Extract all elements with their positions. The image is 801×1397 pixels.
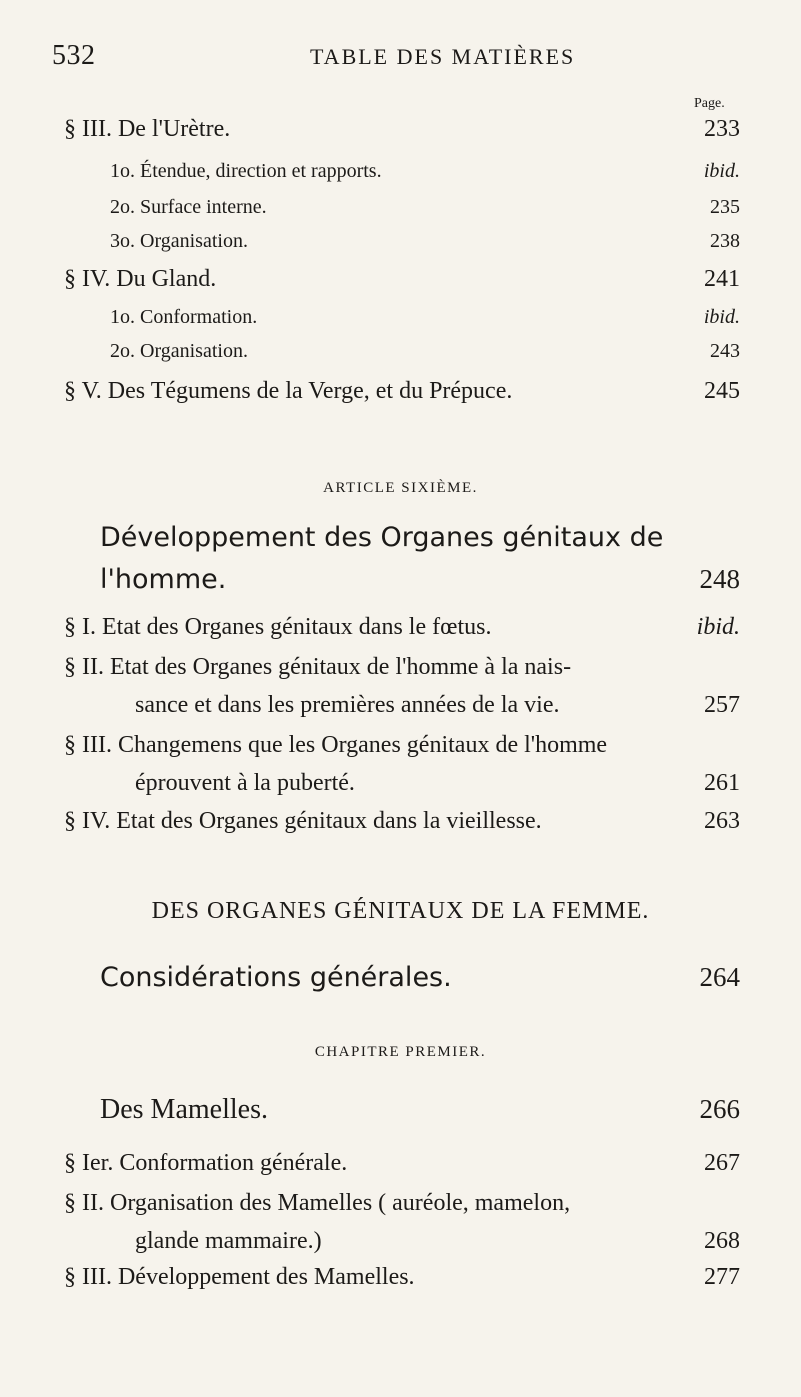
section-heading: Développement des Organes génitaux de [100, 522, 664, 553]
toc-entry [0, 306, 801, 340]
toc-label: 2o. Surface interne. [110, 196, 267, 218]
toc-entry [0, 1228, 801, 1262]
toc-entry [0, 1150, 801, 1184]
toc-page: ibid. [703, 306, 740, 328]
toc-page: 245 [704, 378, 740, 404]
toc-entry [0, 116, 801, 150]
toc-entry [0, 1190, 801, 1224]
toc-entry [0, 692, 801, 726]
toc-label: § III. De l'Urètre. [64, 116, 231, 142]
toc-entry [0, 962, 801, 996]
running-title: TABLE DES MATIÈRES [310, 44, 576, 69]
toc-page: 264 [699, 962, 740, 992]
toc-entry [0, 378, 801, 412]
toc-entry [0, 654, 801, 688]
toc-page: 268 [704, 1228, 740, 1254]
toc-entry [0, 1094, 801, 1128]
toc-label: sance et dans les premières années de la vie. [135, 692, 560, 718]
toc-label: 2o. Organisation. [110, 340, 248, 362]
toc-entry [0, 160, 801, 194]
toc-label: § II. Organisation des Mamelles ( auréole, mamelon, [64, 1190, 571, 1216]
toc-label: 1o. Conformation. [110, 306, 258, 328]
toc-page: ibid. [696, 614, 740, 640]
part-title: DES ORGANES GÉNITAUX DE LA FEMME. [151, 898, 650, 924]
chapter-heading: Des Mamelles. [100, 1094, 268, 1125]
toc-label: § Ier. Conformation générale. [64, 1150, 348, 1176]
toc-label: 1o. Étendue, direction et rapports. [110, 160, 382, 182]
page-number: 532 [52, 40, 96, 71]
toc-entry [0, 808, 801, 842]
chapter-title: CHAPITRE PREMIER. [314, 1044, 487, 1060]
running-header [52, 40, 576, 72]
toc-page: 241 [704, 266, 740, 292]
toc-label: § III. Développement des Mamelles. [64, 1264, 415, 1290]
toc-page: 243 [710, 340, 740, 362]
toc-label: § III. Changemens que les Organes génitaux de l'homme [64, 732, 608, 758]
toc-page: 263 [704, 808, 740, 834]
toc-label: éprouvent à la puberté. [135, 770, 355, 796]
toc-page: 235 [710, 196, 740, 218]
toc-entry [0, 732, 801, 766]
toc-page: 261 [704, 770, 740, 796]
section-heading: Considérations générales. [100, 962, 452, 993]
page-column-label: Page. [694, 96, 725, 111]
toc-entry [0, 196, 801, 230]
toc-entry [0, 230, 801, 264]
toc-label: glande mammaire.) [135, 1228, 322, 1254]
toc-entry [0, 564, 801, 598]
section-heading-cont: l'homme. [100, 564, 227, 595]
toc-page: 277 [704, 1264, 740, 1290]
toc-page: 257 [704, 692, 740, 718]
toc-page: 233 [704, 116, 740, 142]
toc-label: § IV. Du Gland. [64, 266, 217, 292]
toc-entry [0, 614, 801, 648]
article-title: ARTICLE SIXIÈME. [323, 480, 478, 496]
toc-entry [0, 1264, 801, 1298]
toc-label: § IV. Etat des Organes génitaux dans la vieillesse. [64, 808, 542, 834]
toc-page: 248 [699, 564, 740, 594]
toc-page: 267 [704, 1150, 740, 1176]
toc-label: 3o. Organisation. [110, 230, 248, 252]
toc-label: § I. Etat des Organes génitaux dans le fœtus. [64, 614, 492, 640]
toc-label: § V. Des Tégumens de la Verge, et du Prépuce. [64, 378, 513, 404]
toc-entry [0, 340, 801, 374]
toc-page: 266 [699, 1094, 740, 1124]
toc-page: 238 [710, 230, 740, 252]
toc-page: ibid. [703, 160, 740, 182]
toc-entry [0, 266, 801, 300]
toc-entry [0, 770, 801, 804]
toc-label: § II. Etat des Organes génitaux de l'homme à la nais- [64, 654, 572, 680]
